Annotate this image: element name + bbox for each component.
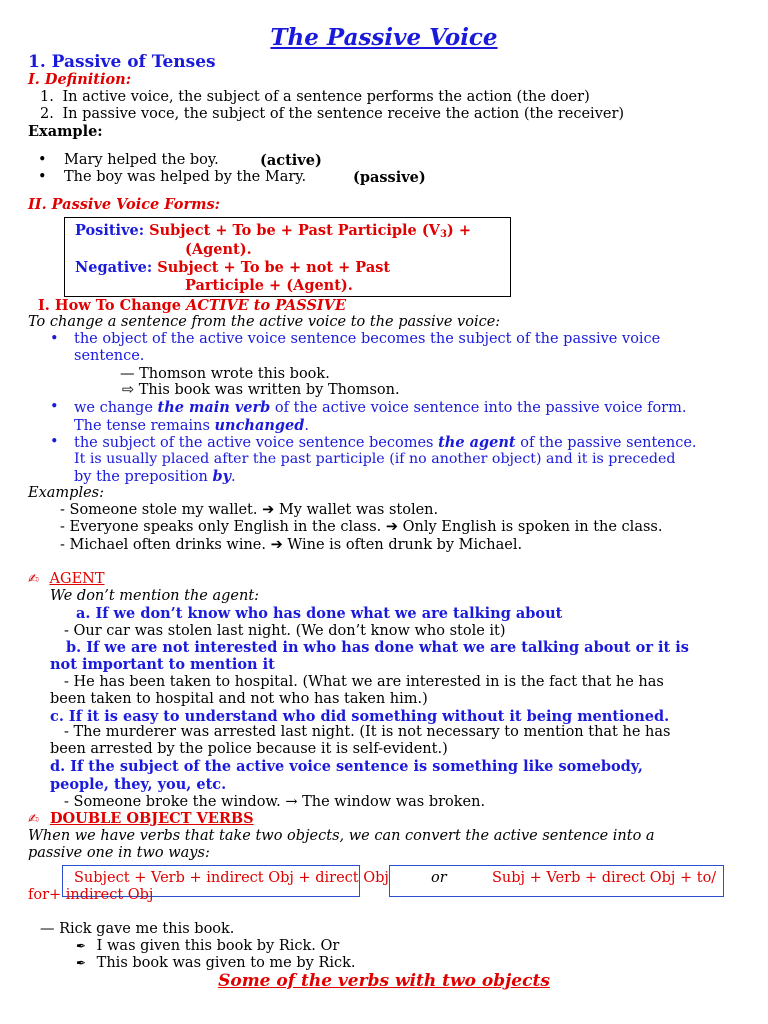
positive-subscript: 3: [439, 229, 447, 240]
bullet-text: .: [304, 418, 310, 434]
positive-formula: Subject + To be + Past Participle (V: [149, 222, 440, 239]
positive-formula-end: ) +: [446, 222, 471, 239]
example-passive-text: My wallet was stolen.: [274, 502, 439, 518]
change-intro: To change a sentence from the active voice to the passive voice:: [28, 314, 501, 330]
bullet-icon: •: [50, 331, 59, 347]
example-active: [38, 152, 322, 169]
example-tag: (active): [260, 152, 322, 169]
agent-a-heading: a. If we don’t know who has done what we are talking about: [76, 605, 563, 622]
agent-d-text: - Someone broke the window. → The window was broken.: [64, 794, 486, 810]
arrow-outline-icon: ⇨: [122, 382, 135, 398]
example-text: I was given this book by Rick. Or: [96, 938, 340, 954]
example-text: This book was written by Thomson.: [138, 382, 400, 398]
agent-heading-text: AGENT: [49, 571, 105, 587]
bullet-text: the subject of the active voice sentence becomes: [74, 435, 439, 451]
pen-nib-icon: ✒: [76, 956, 87, 970]
positive-form: [75, 222, 471, 243]
negative-label: Negative:: [75, 259, 153, 276]
agent-c-text: - The murderer was arrested last night. (It is not necessary to mention that he has: [64, 724, 671, 740]
agent-d-heading-line2: people, they, you, etc.: [50, 776, 227, 793]
bullet-emphasis: unchanged: [214, 417, 305, 434]
bullet-text: The tense remains: [74, 418, 215, 434]
bullet-emphasis: by: [212, 468, 232, 485]
double-object-heading: [28, 810, 254, 828]
bullet-emphasis: the agent: [438, 434, 516, 451]
example-active-text: - Someone stole my wallet.: [60, 502, 263, 518]
list-number: 1.: [40, 89, 54, 105]
double-example-1: [76, 938, 339, 955]
bullet-3-line3: [74, 468, 236, 486]
agent-a-text: - Our car was stolen last night. (We don’t know who stole it): [64, 623, 506, 639]
bullet-text: by the preposition: [74, 469, 213, 485]
agent-b-heading-line2: not important to mention it: [50, 656, 275, 673]
pen-nib-icon: ✒: [76, 939, 87, 953]
bullet-text: of the passive sentence.: [515, 435, 697, 451]
writing-hand-icon: ✍: [28, 812, 39, 827]
arrow-right-icon: ➔: [270, 537, 283, 553]
arrow-right-icon: ➔: [385, 519, 399, 535]
double-intro-line2: passive one in two ways:: [28, 845, 210, 861]
formula-2: Subj + Verb + direct Obj + to/: [492, 870, 717, 886]
double-object-heading-text: DOUBLE OBJECT VERBS: [49, 810, 254, 827]
definition-item-2: [40, 106, 624, 123]
bullet-text: the object of the active voice sentence becomes the subject of the passive voice: [74, 331, 661, 347]
dash-icon: —: [40, 921, 55, 937]
bullet-icon: •: [38, 169, 47, 185]
agent-heading: [28, 571, 105, 588]
section-heading-passive-of-tenses: 1. Passive of Tenses: [28, 52, 216, 72]
example-text: The boy was helped by the Mary.: [64, 169, 307, 185]
formula-2-line2: for+ indirect Obj: [28, 887, 154, 903]
negative-formula: Subject + To be + not + Past: [157, 259, 391, 276]
bullet-text: we change: [74, 400, 158, 416]
writing-hand-icon: ✍: [28, 572, 39, 587]
example-label: Example:: [28, 123, 103, 140]
agent-c-heading: c. If it is easy to understand who did something without it being mentioned.: [50, 708, 670, 725]
agent-intro: We don’t mention the agent:: [50, 588, 260, 604]
example-tag: (passive): [353, 169, 426, 186]
bullet-2: [50, 399, 687, 416]
bullet-icon: •: [50, 399, 59, 415]
example-line-3: [60, 537, 522, 554]
bullet-1: [50, 331, 661, 348]
example-line-2: [60, 519, 662, 536]
list-number: 2.: [40, 106, 54, 122]
change-heading-a: I. How To Change: [38, 297, 187, 314]
example-passive-text: Wine is often drunk by Michael.: [282, 537, 523, 553]
example-text: This book was given to me by Rick.: [96, 955, 356, 971]
positive-label: Positive:: [75, 222, 145, 239]
forms-heading: II. Passive Voice Forms:: [28, 196, 220, 213]
definition-text: In passive voce, the subject of the sentence receive the action (the receiver): [62, 106, 625, 122]
page-title: The Passive Voice: [270, 24, 498, 51]
arrow-right-icon: ➔: [262, 502, 275, 518]
formula-1: Subject + Verb + indirect Obj + direct Obj: [74, 870, 389, 886]
agent-c-text-line2: been arrested by the police because it is self-evident.): [50, 741, 448, 757]
example-thomson-passive: [122, 382, 400, 399]
examples-label: Examples:: [28, 485, 104, 501]
bullet-3: [50, 434, 697, 451]
positive-form-line2: (Agent).: [185, 241, 252, 258]
agent-b-heading: b. If we are not interested in who has done what we are talking about or it is: [66, 639, 689, 656]
negative-form-line2: Participle + (Agent).: [185, 277, 353, 294]
bullet-icon: •: [50, 434, 59, 450]
bullet-icon: •: [38, 152, 47, 168]
bullet-2-line2: [74, 417, 309, 435]
change-heading-b: ACTIVE to PASSIVE: [186, 297, 347, 314]
closing-heading: Some of the verbs with two objects: [218, 971, 550, 991]
change-heading: [38, 297, 346, 314]
formula-or: or: [431, 870, 447, 886]
bullet-text: .: [231, 469, 236, 485]
double-example-main: [40, 921, 234, 938]
negative-form: [75, 259, 390, 276]
double-intro: When we have verbs that take two objects, we can convert the active sentence into a: [28, 828, 655, 844]
example-active-text: - Michael often drinks wine.: [60, 537, 271, 553]
bullet-text: of the active voice sentence into the passive voice form.: [270, 400, 687, 416]
example-active-text: - Everyone speaks only English in the class.: [60, 519, 386, 535]
agent-b-text-line2: been taken to hospital and not who has taken him.): [50, 691, 428, 707]
definition-text: In active voice, the subject of a sentence performs the action (the doer): [62, 89, 590, 105]
definition-heading: I. Definition:: [28, 71, 132, 88]
example-passive: [38, 169, 426, 186]
example-text: Mary helped the boy.: [64, 152, 219, 168]
double-example-2: [76, 955, 356, 972]
bullet-1-line2: sentence.: [74, 348, 145, 364]
example-passive-text: Only English is spoken in the class.: [398, 519, 663, 535]
example-text: Rick gave me this book.: [59, 921, 235, 937]
bullet-3-line2: It is usually placed after the past participle (if no another object) and it is preceded: [74, 451, 676, 467]
example-thomson-active: [120, 366, 330, 383]
example-text: Thomson wrote this book.: [139, 366, 330, 382]
agent-d-heading: d. If the subject of the active voice sentence is something like somebody,: [50, 758, 643, 775]
dash-icon: —: [120, 366, 135, 382]
example-line-1: [60, 502, 438, 519]
definition-item-1: [40, 89, 590, 106]
agent-b-text: - He has been taken to hospital. (What we are interested in is the fact that he has: [64, 674, 664, 690]
bullet-emphasis: the main verb: [157, 399, 271, 416]
